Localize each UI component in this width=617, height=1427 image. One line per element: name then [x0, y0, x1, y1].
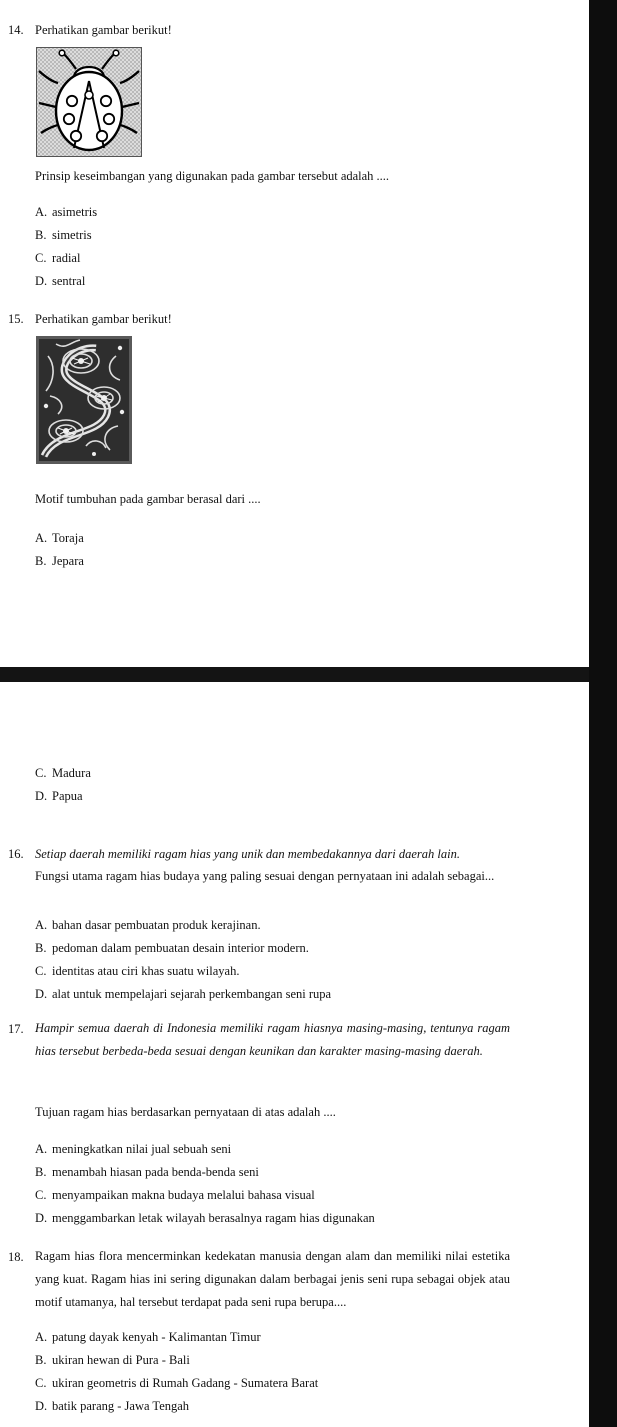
option-letter: A. [35, 205, 48, 219]
option-letter: D. [35, 789, 48, 803]
q16-option-c[interactable] [35, 964, 239, 980]
q18-option-d[interactable] [35, 1399, 189, 1415]
q14-question: Prinsip keseimbangan yang digunakan pada gambar tersebut adalah .... [35, 169, 390, 183]
q18-option-a[interactable] [35, 1330, 261, 1346]
option-letter: C. [35, 251, 47, 265]
q17-option-d[interactable] [35, 1211, 375, 1227]
option-letter: A. [35, 1142, 48, 1156]
q16-number: 16. [8, 847, 24, 861]
option-letter: C. [35, 766, 47, 780]
q18-option-c[interactable] [35, 1376, 318, 1392]
scan-edge-bar [589, 0, 617, 1427]
option-letter: C. [35, 1376, 47, 1390]
q14-number: 14. [8, 23, 24, 37]
q17-question: Tujuan ragam hias berdasarkan pernyataan di atas adalah .... [35, 1105, 336, 1119]
option-text: bahan dasar pembuatan produk kerajinan. [52, 918, 261, 932]
q16-option-a[interactable] [35, 918, 261, 934]
q17-option-a[interactable] [35, 1142, 231, 1158]
q18-question: Ragam hias flora mencerminkan kedekatan manusia dengan alam dan memiliki nilai estetika yang kuat. Ragam hias ini sering digunakan dalam berbagai jenis seni rupa sebagai objek atau motif utamanya, hal tersebut terdapat pada seni rupa berupa.... [35, 1249, 510, 1309]
option-text: Madura [52, 766, 91, 780]
option-text: Papua [52, 789, 83, 803]
option-text: ukiran geometris di Rumah Gadang - Sumatera Barat [52, 1376, 319, 1390]
option-letter: B. [35, 941, 47, 955]
option-text: menambah hiasan pada benda-benda seni [52, 1165, 259, 1179]
option-text: ukiran hewan di Pura - Bali [52, 1353, 190, 1367]
q15-question: Motif tumbuhan pada gambar berasal dari .... [35, 492, 261, 506]
option-text: sentral [52, 274, 86, 288]
option-letter: B. [35, 228, 47, 242]
q15-prompt: Perhatikan gambar berikut! [35, 312, 172, 326]
option-text: meningkatkan nilai jual sebuah seni [52, 1142, 232, 1156]
option-letter: D. [35, 1399, 48, 1413]
q15-number: 15. [8, 312, 24, 326]
q14-option-a[interactable] [35, 205, 97, 221]
option-text: radial [52, 251, 81, 265]
q15-option-a[interactable] [35, 531, 84, 547]
option-letter: D. [35, 987, 48, 1001]
option-text: menggambarkan letak wilayah berasalnya ragam hias digunakan [52, 1211, 375, 1225]
q15-option-c[interactable] [35, 766, 91, 782]
q15-option-d[interactable] [35, 789, 83, 805]
q17-number: 17. [8, 1022, 24, 1036]
q14-prompt: Perhatikan gambar berikut! [35, 23, 172, 37]
option-letter: A. [35, 1330, 48, 1344]
option-text: alat untuk mempelajari sejarah perkembangan seni rupa [52, 987, 332, 1001]
option-text: identitas atau ciri khas suatu wilayah. [52, 964, 240, 978]
option-text: patung dayak kenyah - Kalimantan Timur [52, 1330, 261, 1344]
option-text: batik parang - Jawa Tengah [52, 1399, 190, 1413]
option-letter: B. [35, 1353, 47, 1367]
option-letter: C. [35, 964, 47, 978]
q15-option-b[interactable] [35, 554, 84, 570]
option-letter: B. [35, 554, 47, 568]
q18-number: 18. [8, 1250, 24, 1264]
option-text: menyampaikan makna budaya melalui bahasa visual [52, 1188, 315, 1202]
q14-option-d[interactable] [35, 274, 85, 290]
q16-option-b[interactable] [35, 941, 309, 957]
option-text: simetris [52, 228, 92, 242]
option-letter: D. [35, 1211, 48, 1225]
option-letter: C. [35, 1188, 47, 1202]
q14-option-c[interactable] [35, 251, 80, 267]
option-letter: B. [35, 1165, 47, 1179]
q14-option-b[interactable] [35, 228, 92, 244]
q18-option-b[interactable] [35, 1353, 190, 1369]
option-letter: A. [35, 918, 48, 932]
page-break-bar [0, 667, 589, 682]
option-text: Toraja [52, 531, 84, 545]
q16-statement: Setiap daerah memiliki ragam hias yang unik dan membedakannya dari daerah lain. [35, 847, 460, 861]
option-text: asimetris [52, 205, 98, 219]
option-text: Jepara [52, 554, 84, 568]
option-text: pedoman dalam pembuatan desain interior modern. [52, 941, 309, 955]
q16-option-d[interactable] [35, 987, 331, 1003]
option-letter: A. [35, 531, 48, 545]
q17-option-b[interactable] [35, 1165, 259, 1181]
floral-carving-icon [36, 336, 132, 464]
q17-option-c[interactable] [35, 1188, 315, 1204]
option-letter: D. [35, 274, 48, 288]
ladybug-symmetry-icon [36, 47, 142, 157]
q16-question: Fungsi utama ragam hias budaya yang paling sesuai dengan pernyataan ini adalah sebagai... [35, 869, 495, 883]
q17-statement: Hampir semua daerah di Indonesia memiliki ragam hiasnya masing-masing, tentunya ragam hias tersebut berbeda-beda sesuai dengan keunikan dan karakter masing-masing daerah. [35, 1021, 510, 1058]
